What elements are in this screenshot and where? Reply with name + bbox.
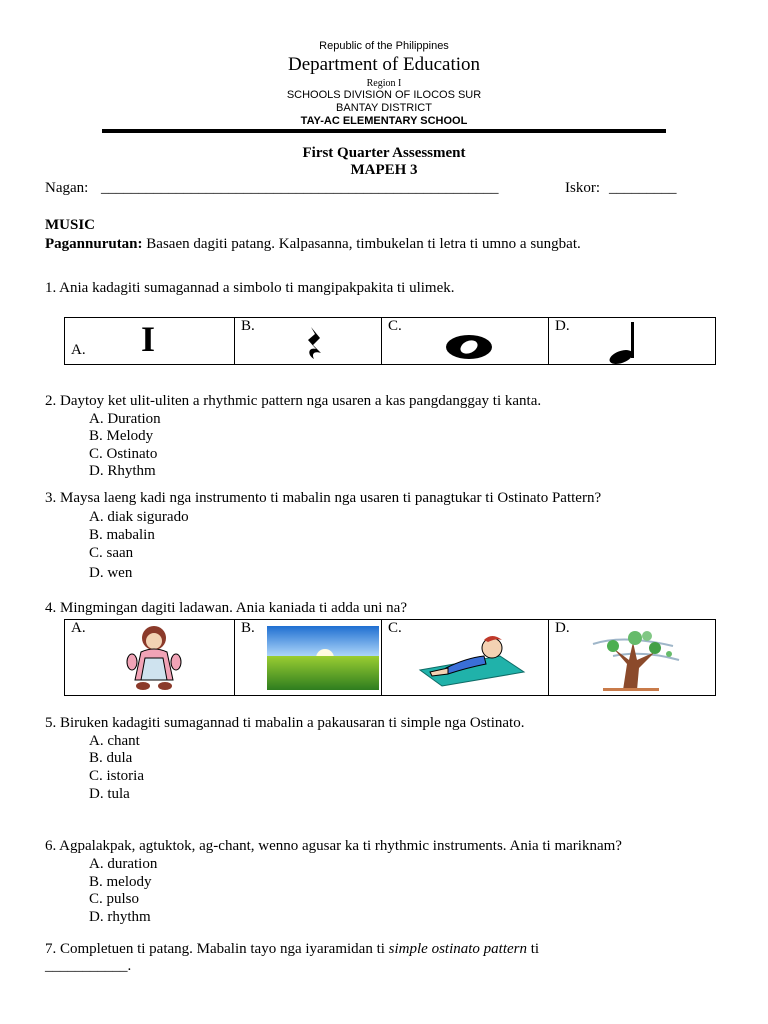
q1-choice-c-letter: C. bbox=[388, 318, 402, 334]
name-label: Nagan: bbox=[45, 180, 89, 196]
header-school: TAY-AC ELEMENTARY SCHOOL bbox=[300, 115, 468, 127]
question-7 bbox=[45, 941, 539, 958]
q1-choice-d[interactable] bbox=[549, 318, 716, 365]
assessment-subject: MAPEH 3 bbox=[350, 162, 418, 178]
question-5: 5. Biruken kadagiti sumagannad ti mabalin a pakausaran ti simple nga Ostinato. bbox=[45, 715, 525, 731]
q4-choices-table bbox=[64, 619, 716, 696]
header-division: SCHOOLS DIVISION OF ILOCOS SUR bbox=[286, 89, 482, 101]
q1-choices-table bbox=[64, 317, 716, 365]
q5-option-b[interactable]: B. dula bbox=[89, 750, 133, 766]
assessment-title: First Quarter Assessment bbox=[302, 145, 466, 161]
q4-choice-c[interactable] bbox=[382, 620, 549, 696]
instruction-label: Pagannurutan: bbox=[45, 236, 143, 252]
q4-choice-d[interactable] bbox=[549, 620, 716, 696]
q3-option-d[interactable]: D. wen bbox=[89, 565, 133, 581]
header-divider bbox=[102, 129, 666, 133]
q1-choice-b-letter: B. bbox=[241, 318, 255, 334]
instruction bbox=[45, 236, 581, 253]
whole-note-icon bbox=[444, 333, 494, 361]
q1-choice-a[interactable] bbox=[65, 318, 235, 365]
section-title: MUSIC bbox=[45, 217, 96, 233]
field-icon bbox=[267, 626, 379, 690]
q4-choice-c-letter: C. bbox=[388, 620, 402, 636]
windy-tree-icon bbox=[583, 624, 683, 692]
q4-choice-d-letter: D. bbox=[555, 620, 570, 636]
q7-text-end: ti bbox=[527, 941, 540, 957]
q2-option-c[interactable]: C. Ostinato bbox=[89, 446, 158, 462]
q6-option-c[interactable]: C. pulso bbox=[89, 891, 140, 907]
score-field[interactable]: _________ bbox=[609, 180, 677, 196]
q7-text-italic: simple ostinato pattern bbox=[388, 941, 528, 957]
q6-option-b[interactable]: B. melody bbox=[89, 874, 152, 890]
header-department: Department of Education bbox=[287, 54, 481, 75]
q2-option-d[interactable]: D. Rhythm bbox=[89, 463, 156, 479]
instruction-text: Basaen dagiti patang. Kalpasanna, timbukelan ti letra ti umno a sungbat. bbox=[142, 236, 581, 252]
question-4: 4. Mingmingan dagiti ladawan. Ania kaniada ti adda uni na? bbox=[45, 600, 407, 616]
q3-option-c[interactable]: C. saan bbox=[89, 545, 134, 561]
question-1: 1. Ania kadagiti sumagannad a simbolo ti mangipakpakita ti ulimek. bbox=[45, 280, 455, 296]
name-field[interactable]: _____________________________________________________ bbox=[101, 180, 499, 196]
score-label: Iskor: bbox=[565, 180, 600, 196]
q7-text-start: 7. Completuen ti patang. Mabalin tayo nga iyaramidan ti bbox=[45, 941, 389, 957]
q1-choice-d-letter: D. bbox=[555, 318, 570, 334]
header-republic: Republic of the Philippines bbox=[319, 40, 449, 52]
header-region: Region I bbox=[366, 78, 402, 89]
q6-option-a[interactable]: A. duration bbox=[89, 856, 158, 872]
question-2: 2. Daytoy ket ulit-uliten a rhythmic pattern nga usaren a kas pangdanggay ti kanta. bbox=[45, 393, 542, 409]
q1-choice-b[interactable] bbox=[235, 318, 382, 365]
q2-option-a[interactable]: A. Duration bbox=[89, 411, 161, 427]
q7-answer-blank[interactable]: ___________. bbox=[45, 958, 132, 974]
question-3: 3. Maysa laeng kadi nga instrumento ti mabalin nga usaren ti panagtukar ti Ostinato Pattern? bbox=[45, 490, 602, 506]
sleeping-girl-icon bbox=[416, 630, 528, 688]
q5-option-d[interactable]: D. tula bbox=[89, 786, 130, 802]
q6-option-d[interactable]: D. rhythm bbox=[89, 909, 151, 925]
q5-option-a[interactable]: A. chant bbox=[89, 733, 140, 749]
q1-choice-c[interactable] bbox=[382, 318, 549, 365]
q4-choice-a[interactable] bbox=[65, 620, 235, 696]
q4-choice-a-letter: A. bbox=[71, 620, 86, 636]
q5-option-c[interactable]: C. istoria bbox=[89, 768, 144, 784]
header-district: BANTAY DISTRICT bbox=[336, 102, 432, 114]
quarter-note-icon bbox=[601, 320, 641, 364]
q3-option-a[interactable]: A. diak sigurado bbox=[89, 509, 189, 525]
q2-option-b[interactable]: B. Melody bbox=[89, 428, 154, 444]
doll-icon bbox=[121, 624, 187, 692]
q1-choice-a-letter: A. bbox=[71, 342, 86, 358]
question-6: 6. Agpalakpak, agtuktok, ag-chant, wenno agusar ka ti rhythmic instruments. Ania ti mariknam? bbox=[45, 838, 622, 854]
quarter-rest-icon bbox=[303, 326, 329, 360]
q1-choice-a-symbol: I bbox=[141, 319, 156, 359]
q4-choice-b-letter: B. bbox=[241, 620, 255, 636]
q3-option-b[interactable]: B. mabalin bbox=[89, 527, 155, 543]
q4-choice-b[interactable] bbox=[235, 620, 382, 696]
